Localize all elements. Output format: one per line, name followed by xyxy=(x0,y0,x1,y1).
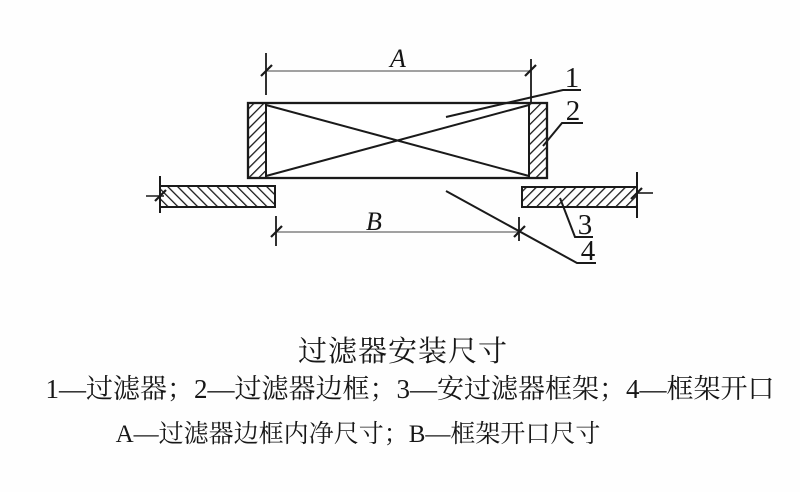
dim-a-label: A xyxy=(390,44,406,73)
frame-bar-right xyxy=(522,187,637,207)
filter-body xyxy=(248,103,547,178)
callout-3-label: 3 xyxy=(577,209,593,241)
figure-legend-parts: 1—过滤器；2—过滤器边框；3—安过滤器框架；4—框架开口 xyxy=(45,374,775,404)
callout-4-label: 4 xyxy=(580,235,596,267)
callout-numbers xyxy=(565,62,596,267)
figure-title: 过滤器安装尺寸 xyxy=(297,336,509,368)
callout-2-label: 2 xyxy=(565,95,581,127)
figure-legend-dims: A—过滤器边框内净尺寸；B—框架开口尺寸 xyxy=(115,421,601,448)
callout-1-label: 1 xyxy=(564,62,580,94)
dim-b-label: B xyxy=(366,207,382,236)
filter-edge-frame-right xyxy=(529,103,547,178)
frame-bar-left xyxy=(160,186,275,207)
dimension-a xyxy=(261,44,536,103)
filter-edge-frame-left xyxy=(248,103,266,178)
